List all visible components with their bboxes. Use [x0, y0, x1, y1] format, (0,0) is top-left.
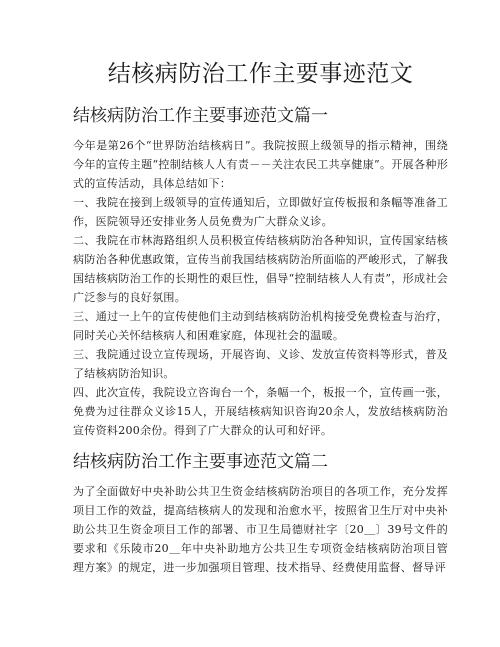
section-1-paragraph-6: 四、此次宣传，我院设立咨询台一个，条幅一个，板报一个，宣传画一张，免费为过往群众义诊15人，开展结核病知识咨询20余人，发放结核病防治宣传资料200余份。得到了广大群众的认可和好评。: [73, 386, 448, 437]
section-2-paragraph-1: 为了全面做好中央补助公共卫生资金结核病防治项目的各项工作，充分发挥项目工作的效益，提高结核病人的发现和治愈水平，按照省卫生厅对中央补助公共卫生资金项目工作的部署、市卫生局德财社字〔20＿〕39号文件的要求和《乐陵市20＿年中央补助地方公共卫生专项资金结核病防治项目管理方案》的规定，进一步加强项目管理、技术指导、经费使用监督、督导评: [73, 485, 448, 574]
section-1-paragraph-4: 三、通过一上午的宣传使他们主动到结核病防治机构接受免费检查与治疗，同时关心关怀结核病人和困难家庭，体现社会的温暖。: [73, 310, 448, 342]
section-1-paragraph-3: 二、我院在市林海路组织人员积极宣传结核病防治各种知识，宣传国家结核病防治各种优惠政策，宣传当前我国结核病防治所面临的严峻形式，了解我国结核病防治工作的长期性的艰巨性，倡导“控制结核人人有责”，形成社会广泛参与的良好氛围。: [73, 234, 448, 304]
document-title: 结核病防治工作主要事迹范文: [107, 61, 414, 87]
section-1-paragraph-5: 三、我院通过设立宣传现场，开展咨询、义诊、发放宣传资料等形式，普及了结核病防治知识。: [73, 348, 448, 380]
section-1-paragraph-1: 今年是第26个“世界防治结核病日”。我院按照上级领导的指示精神，围绕今年的宣传主题“控制结核人人有责－－关注农民工共享健康”。开展各种形式的宣传活动，具体总结如下：: [73, 139, 448, 190]
section-2-heading: 结核病防治工作主要事迹范文篇二: [73, 452, 328, 472]
section-1-paragraph-2: 一、我院在接到上级领导的宣传通知后，立即做好宣传板报和条幅等准备工作，医院领导还安排业务人员免费为广大群众义诊。: [73, 196, 448, 228]
section-1-heading: 结核病防治工作主要事迹范文篇一: [73, 106, 328, 126]
